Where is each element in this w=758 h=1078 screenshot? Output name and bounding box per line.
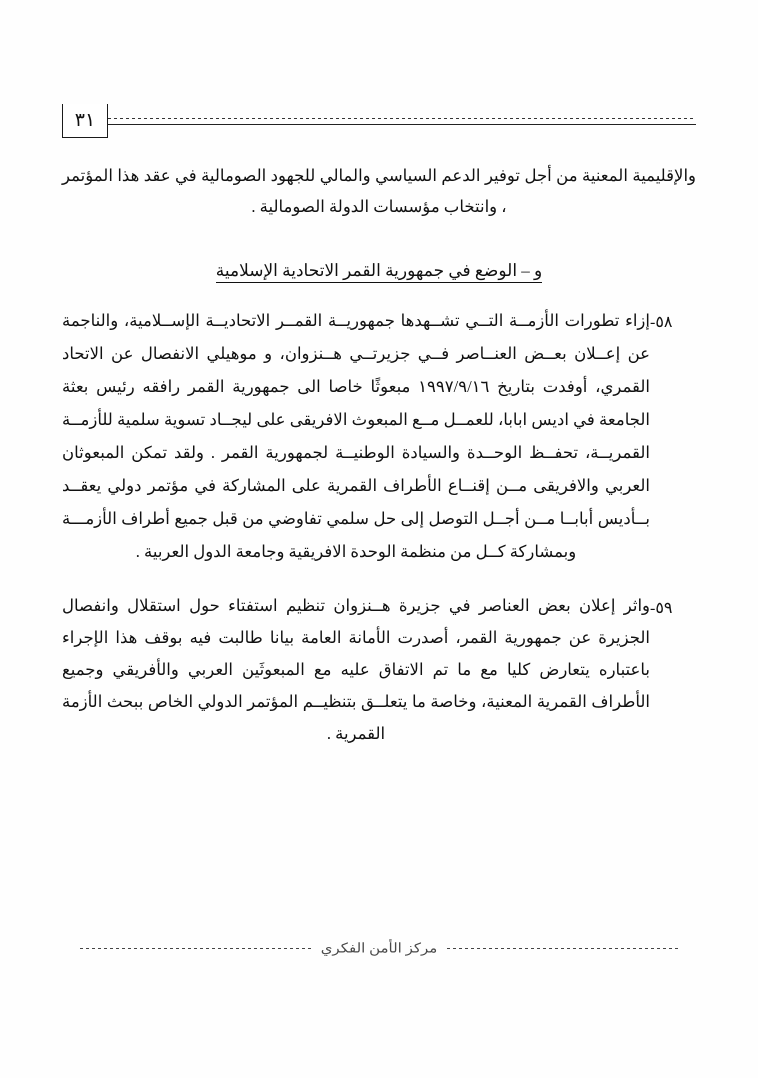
paragraph-number: ٥٨-	[650, 314, 673, 331]
paragraph-number: ٥٩-	[650, 600, 673, 617]
page-header	[62, 104, 696, 138]
paragraph-text: واثر إعلان بعض العناصر في جزيرة هــنزوان تنظيم استفتاء حول استقلال وانفصال الجزيرة عن جمهورية القمر، أصدرت الأمانة العامة بيانا طالبت فيه بوقف هذا الإجراء باعتباره يتعارض كليا مع ما تم الاتفاق عليه مع المبعوثَين العربي والأفريقي وجميع الأطراف القمرية المعنية، وخاصة ما يتعلــق بتنظيــم المؤتمر الدولي الخاص ببحث الأزمة القمرية .	[62, 596, 650, 743]
page-number: ٣١	[62, 104, 108, 138]
intro-paragraph: والإقليمية المعنية من أجل توفير الدعم السياسي والمالي للجهود الصومالية في عقد هذا المؤتمر ، وانتخاب مؤسسات الدولة الصومالية .	[62, 166, 696, 216]
page-footer	[80, 936, 678, 960]
page-content	[62, 160, 696, 772]
footer-watermark: مركز الأمن الفكري	[320, 941, 438, 956]
footer-divider-left	[447, 948, 678, 949]
section-heading-text: و – الوضع في جمهورية القمر الاتحادية الإسلامية	[216, 261, 543, 283]
section-heading	[62, 256, 696, 286]
footer-divider-right	[80, 948, 311, 949]
numbered-paragraph	[62, 590, 696, 750]
numbered-paragraph	[62, 304, 696, 568]
header-divider-rule	[108, 115, 696, 125]
paragraph-text: إزاء تطورات الأزمــة التــي تشــهدها جمهوريــة القمــر الاتحاديــة الإســلامية، والناجمة عن إعــلان بعــض العنــاصر فــي جزيرتــي هــنزوان، و موهيلي الانفصال عن الاتحاد القمري، أوفدت بتاريخ ١٩٩٧/٩/١٦ مبعوثًا خاصا الى جمهورية القمر رافقه رئيس بعثة الجامعة في اديس ابابا، للعمــل مــع المبعوث الافريقى على ليجــاد تسوية سلمية للأزمــة القمريــة، تحفــظ الوحــدة والسيادة الوطنيــة لجمهورية القمر . ولقد تمكن المبعوثان العربي والافريقى مــن إقنــاع الأطراف القمرية على المشاركة في مؤتمر دولي يعقــد بــأديس أبابــا مــن أجــل التوصل إلى حل سلمي تفاوضي من قبل جميع أطراف الأزمـــة وبمشاركة كــل من منظمة الوحدة الافريقية وجامعة الدول العربية .	[62, 311, 650, 561]
